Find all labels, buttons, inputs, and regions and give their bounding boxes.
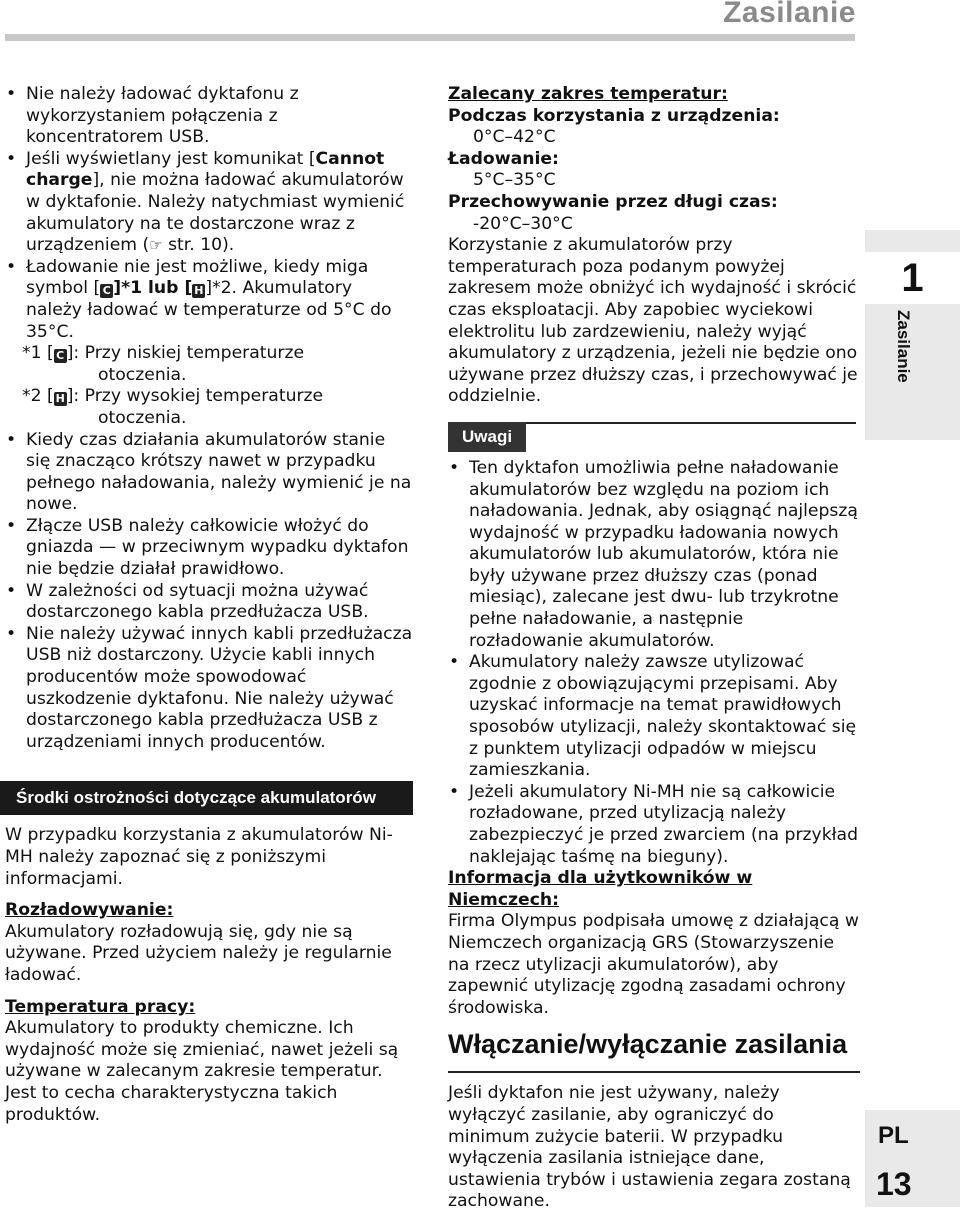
operating-temp-heading: Temperatura pracy:	[5, 996, 196, 1017]
use-temp-value: 0°C–42°C	[473, 127, 556, 148]
discharge-heading: Rozładowywanie:	[5, 900, 174, 921]
use-temp-label: Podczas korzystania z urządzenia:	[448, 105, 780, 126]
germany-text: Firma Olympus podpisała umowę z działającą w Niemczech organizacją GRS (Stowarzyszenie na rzecz utylizacji akumulatorów), aby zapewnić utylizację zgodną zasadami ochrony środowiska.	[448, 911, 859, 1018]
list-item: • Ładowanie nie jest możliwe, kiedy miga symbol [ C ]*1 lub [ H ]*2. Akumulatory należy ładować w temperaturze od 5°C do 35°C.	[5, 257, 413, 343]
power-text: Jeśli dyktafon nie jest używany, należy wyłączyć zasilanie, aby ograniczyć do minimum zużycie baterii. W przypadku wyłączenia zasilania istniejące dane, ustawienia trybów i ustawienia zegara zostaną zachowane.	[448, 1083, 851, 1212]
list-item: • Jeżeli akumulatory Ni-MH nie są całkowicie rozładowane, przed utylizacją należy zabezpieczyć je przed zwarciem (na przykład naklejając taśmę na bieguny).	[448, 782, 860, 868]
discharge-text: Akumulatory rozładowują się, gdy nie są używane. Przed użyciem należy je regularnie ładować.	[5, 921, 392, 985]
right-column	[448, 84, 860, 1213]
chapter-title-vertical: Zasilanie	[894, 310, 913, 383]
header-rule	[5, 34, 855, 41]
battery-intro: W przypadku korzystania z akumulatorów Ni-MH należy zapoznać się z poniższymi informacjami.	[5, 825, 393, 889]
temp-range-heading: Zalecany zakres temperatur:	[448, 84, 728, 104]
notes-header	[448, 422, 860, 452]
list-item: • Jeśli wyświetlany jest komunikat [Cannot charge], nie można ładować akumulatorów w dyktafonie. Należy natychmiast wymienić akumulatory na te dostarczone wraz z urządzeniem (☞ str. 10).	[5, 149, 413, 257]
cold-temp-icon: C	[54, 349, 67, 363]
section-title-bar: Środki ostrożności dotyczące akumulatorów	[0, 781, 413, 815]
page-header-title: Zasilanie	[723, 0, 856, 29]
reference-icon: ☞	[149, 236, 163, 255]
list-item: • Nie należy używać innych kabli przedłużacza USB niż dostarczony. Użycie kabli innych producentów może spowodować uszkodzenie dyktafonu. Nie należy używać dostarczonego kabla przedłużacza USB z urządzeniami innych producentów.	[5, 624, 413, 754]
notes-label: Uwagi	[448, 422, 526, 452]
hot-temp-icon: H	[194, 284, 204, 298]
list-item: • Ten dyktafon umożliwia pełne naładowanie akumulatorów bez względu na poziom ich naładowania. Jednak, aby osiągnąć najlepszą wydajność w przypadku ładowania nowych akumulatorów lub akumulatorów, która nie były używane przez dłuższy czas (ponad miesiąc), zalecane jest dwu- lub trzykrotne pełne naładowanie, a następnie rozładowanie akumulatorów.	[448, 458, 860, 652]
operating-temp-text: Akumulatory to produkty chemiczne. Ich wydajność może się zmieniać, nawet jeżeli są używane w zalecanym zakresie temperatur. Jest to cecha charakterystyczna takich produktów.	[5, 1018, 399, 1125]
language-code: PL	[878, 1122, 909, 1149]
usb-bullet-list	[5, 84, 413, 343]
usb-bullet-list-2	[5, 430, 413, 754]
left-column	[5, 84, 413, 1126]
storage-temp-label: Przechowywanie przez długi czas:	[448, 191, 778, 212]
charge-temp-value: 5°C–35°C	[473, 170, 556, 191]
list-item: • Kiedy czas działania akumulatorów stanie się znacząco krótszy nawet w przypadku pełnego naładowania, należy wymienić je na nowe.	[5, 430, 413, 516]
list-item: • Złącze USB należy całkowicie włożyć do gniazda — w przeciwnym wypadku dyktafon nie będzie działał prawidłowo.	[5, 516, 413, 581]
error-message: Cannot charge	[26, 148, 385, 191]
germany-heading: Informacja dla użytkowników w Niemczech:	[448, 868, 753, 910]
chapter-number: 1	[865, 252, 960, 304]
storage-temp-value: -20°C–30°C	[473, 213, 573, 234]
power-section-heading: Włączanie/wyłączanie zasilania	[448, 1029, 848, 1060]
footnote-1: *1 [ C ]: Przy niskiej temperaturze otoczenia.	[22, 343, 305, 385]
footnote-2: *2 [ H ]: Przy wysokiej temperaturze otoczenia.	[22, 386, 324, 428]
list-item: • Akumulatory należy zawsze utylizować zgodnie z obowiązującymi przepisami. Aby uzyskać informacje na temat prawidłowych sposobów utylizacji, należy skontaktować się z punktem utylizacji odpadów w miejscu zamieszkania.	[448, 652, 860, 782]
notes-list	[448, 458, 860, 868]
list-item: • Nie należy ładować dyktafonu z wykorzystaniem połączenia z koncentratorem USB.	[5, 84, 413, 149]
storage-text: Korzystanie z akumulatorów przy temperaturach poza podanym powyżej zakresem może obniżyć ich wydajność i skrócić czas eksploatacji. Aby zapobiec wyciekowi elektrolitu lub zardzewieniu, należy wyjąć akumulatory z urządzenia, jeżeli nie będzie ono używane przez dłuższy czas, i przechowywać je oddzielnie.	[448, 235, 858, 407]
heading-rule	[448, 1071, 860, 1073]
page-number: 13	[876, 1166, 912, 1202]
hot-temp-icon: H	[55, 392, 65, 406]
list-item: • W zależności od sytuacji można używać dostarczonego kabla przedłużacza USB.	[5, 581, 413, 624]
charge-temp-label: Ładowanie:	[448, 148, 559, 169]
cold-temp-icon: C	[100, 284, 113, 298]
